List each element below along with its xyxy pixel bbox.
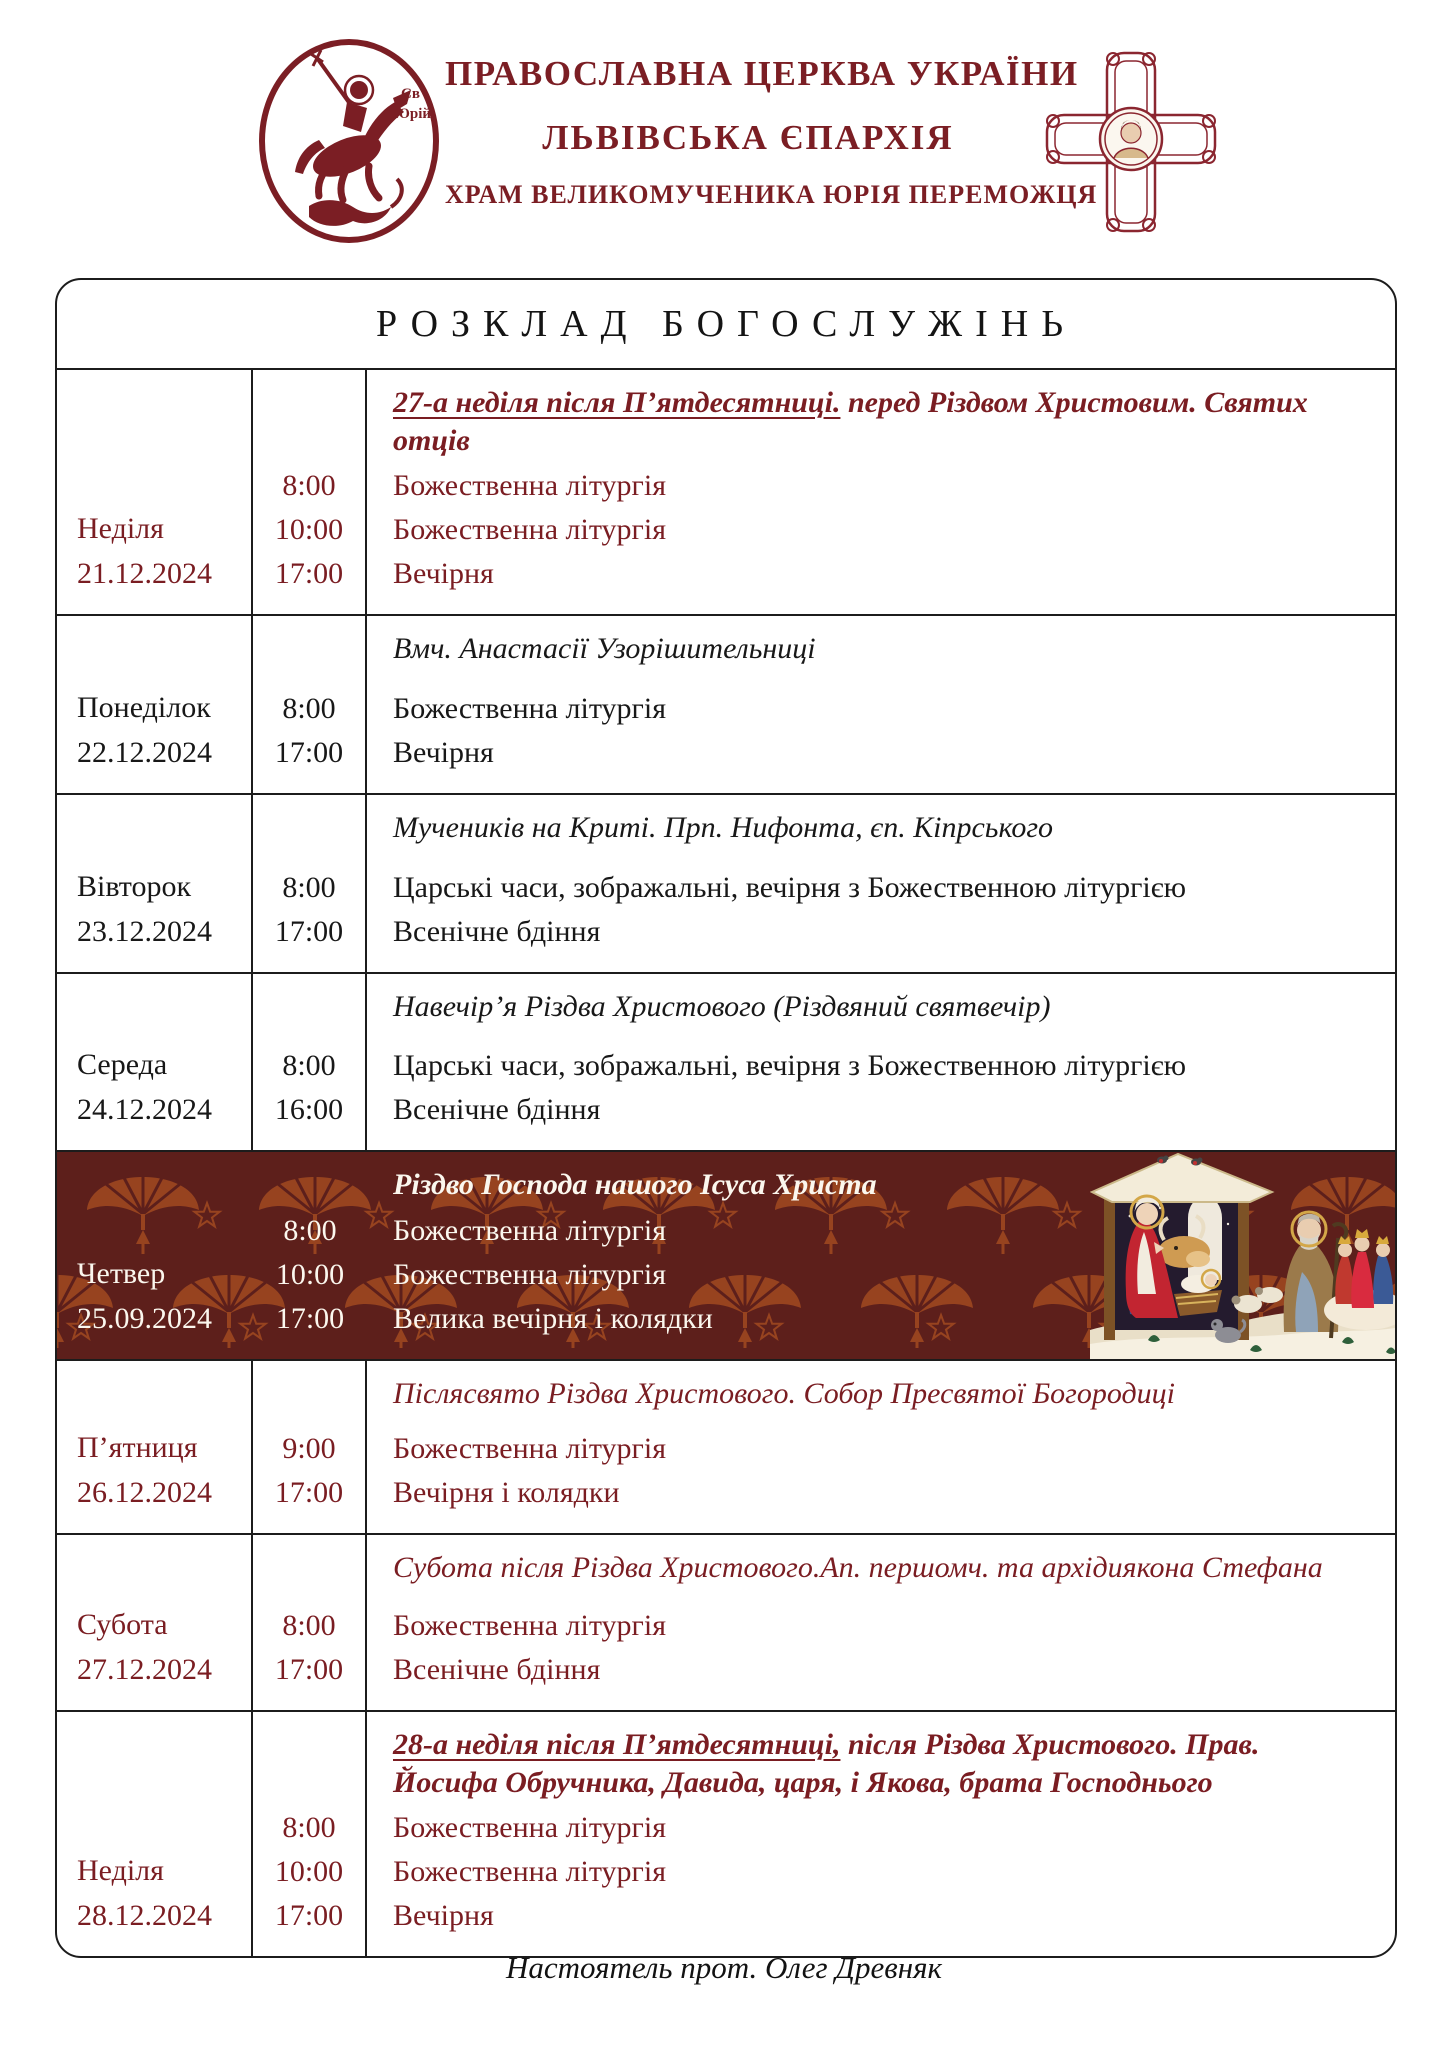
ornate-cross-icon — [1042, 46, 1220, 238]
service-time: 8:00 — [253, 1044, 367, 1088]
schedule-row-christmas — [57, 1150, 1395, 1359]
service-name: Вечірня — [393, 1899, 494, 1932]
date-label: 25.09.2024 — [77, 1302, 212, 1335]
schedule-row — [57, 1533, 1395, 1710]
service-name: Вечірня — [393, 557, 494, 590]
schedule-row — [57, 1710, 1395, 1956]
service-name: Царські часи, зображальні, вечірня з Божественною літургією — [393, 871, 1187, 904]
svg-text:Св: Св — [401, 86, 420, 102]
service-time: 9:00 — [253, 1427, 367, 1471]
day-label: Середа — [77, 1048, 168, 1081]
date-label: 24.12.2024 — [77, 1093, 212, 1126]
date-label: 23.12.2024 — [77, 915, 212, 948]
day-label: Четвер — [77, 1257, 166, 1290]
service-name: Божественна літургія — [393, 692, 666, 725]
service-time: 17:00 — [253, 731, 367, 775]
column-divider — [253, 1515, 367, 1533]
schedule-title: РОЗКЛАД БОГОСЛУЖІНЬ — [375, 303, 1077, 345]
service-name: Всенічне бдіння — [393, 1653, 601, 1686]
column-divider — [253, 1535, 367, 1604]
service-time: 17:00 — [253, 910, 367, 954]
day-label: Неділя — [77, 1854, 164, 1887]
service-time: 8:00 — [253, 687, 367, 731]
column-divider — [253, 1361, 367, 1427]
schedule-row — [57, 614, 1395, 793]
date-label: 28.12.2024 — [77, 1899, 212, 1932]
schedule-table — [55, 278, 1397, 1958]
service-time: 17:00 — [253, 1894, 367, 1938]
day-label: Понеділок — [77, 691, 211, 724]
date-label: 27.12.2024 — [77, 1653, 212, 1686]
service-time: 17:00 — [253, 1471, 367, 1515]
schedule-row — [57, 972, 1395, 1150]
date-label: 26.12.2024 — [77, 1476, 212, 1509]
schedule-row — [57, 1359, 1395, 1533]
service-time: 17:00 — [253, 552, 367, 596]
day-label: Субота — [77, 1608, 168, 1641]
service-time: 10:00 — [275, 1258, 345, 1291]
column-divider — [253, 596, 367, 614]
column-divider — [253, 974, 367, 1044]
column-divider — [253, 370, 367, 464]
column-divider — [253, 1692, 367, 1710]
column-divider — [253, 1341, 367, 1359]
st-george-logo-icon — [255, 36, 443, 246]
column-divider — [253, 1132, 367, 1150]
service-time: 8:00 — [253, 464, 367, 508]
column-divider — [253, 1712, 367, 1806]
service-name: Велика вечірня і колядки — [393, 1302, 713, 1335]
service-name: Всенічне бдіння — [393, 915, 601, 948]
feast-title: Післясвято Різдва Христового. Собор Пресвятої Богородиці — [393, 1377, 1175, 1410]
service-name: Божественна літургія — [393, 1609, 666, 1642]
feast-title: Субота після Різдва Христового.Ап. першомч. та архідиякона Стефана — [393, 1551, 1323, 1584]
column-divider — [253, 954, 367, 972]
service-name: Царські часи, зображальні, вечірня з Божественною літургією — [393, 1049, 1187, 1082]
day-label: Неділя — [77, 512, 164, 545]
schedule-row — [57, 368, 1395, 614]
service-name: Всенічне бдіння — [393, 1093, 601, 1126]
service-name: Вечірня і колядки — [393, 1476, 620, 1509]
feast-title: Різдво Господа нашого Ісуса Христа — [393, 1168, 877, 1201]
service-time: 8:00 — [283, 1214, 337, 1247]
feast-title: Мучеників на Криті. Прп. Нифонта, єп. Кіпрського — [393, 811, 1054, 844]
service-time: 8:00 — [253, 1806, 367, 1850]
eparchy-name: ЛЬВІВСЬКА ЄПАРХІЯ — [542, 118, 954, 157]
feast-title: Навечір’я Різдва Христового (Різдвяний святвечір) — [393, 990, 1051, 1023]
service-time: 17:00 — [275, 1302, 345, 1335]
service-time: 10:00 — [253, 508, 367, 552]
column-divider — [253, 795, 367, 866]
service-name: Божественна літургія — [393, 469, 666, 502]
day-label: Вівторок — [77, 870, 192, 903]
service-time: 17:00 — [253, 1648, 367, 1692]
feast-title: 28-а неділя після П’ятдесятниці, після Різдва Христового. Прав. Йосифа Обручника, Давида, царя, і Якова, брата Господнього — [393, 1728, 1260, 1799]
column-divider — [253, 616, 367, 687]
service-time: 10:00 — [253, 1850, 367, 1894]
rector-signature: Настоятель прот. Олег Древняк — [505, 1950, 943, 1985]
service-time: 16:00 — [253, 1088, 367, 1132]
column-divider — [253, 775, 367, 793]
service-name: Божественна літургія — [393, 1258, 666, 1291]
date-label: 21.12.2024 — [77, 557, 212, 590]
service-name: Божественна літургія — [393, 513, 666, 546]
service-name: Божественна літургія — [393, 1214, 666, 1247]
feast-title: 27-а неділя після П’ятдесятниці. перед Різдвом Христовим. Святих отців — [393, 386, 1308, 457]
date-label: 22.12.2024 — [77, 736, 212, 769]
svg-text:Юрій: Юрій — [393, 106, 432, 122]
column-divider — [253, 1152, 367, 1209]
service-name: Божественна літургія — [393, 1432, 666, 1465]
day-label: П’ятниця — [77, 1431, 198, 1464]
service-time: 8:00 — [253, 1604, 367, 1648]
church-name: ПРАВОСЛАВНА ЦЕРКВА УКРАЇНИ — [445, 54, 1079, 93]
church-header-titles — [445, 54, 1098, 210]
service-name: Божественна літургія — [393, 1855, 666, 1888]
service-name: Божественна літургія — [393, 1811, 666, 1844]
temple-name: ХРАМ ВЕЛИКОМУЧЕНИКА ЮРІЯ ПЕРЕМОЖЦЯ — [445, 180, 1098, 209]
schedule-row — [57, 793, 1395, 972]
service-time: 8:00 — [253, 866, 367, 910]
service-name: Вечірня — [393, 736, 494, 769]
feast-title: Вмч. Анастасії Узорішительниці — [393, 632, 816, 665]
